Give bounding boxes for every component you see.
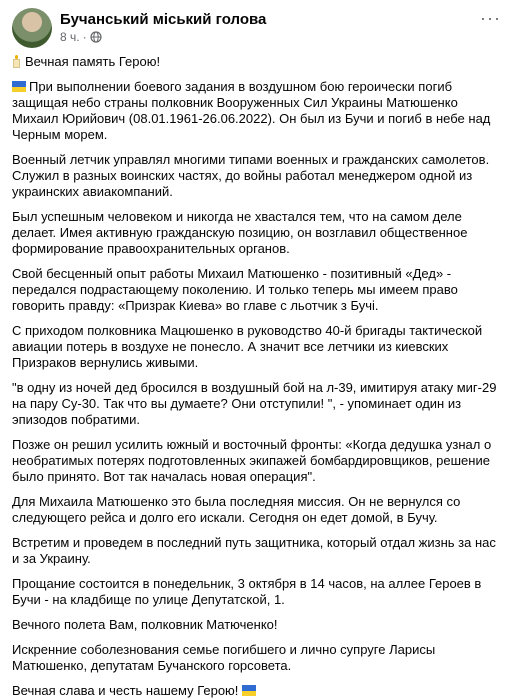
post-meta [60,10,266,45]
post-body [12,54,501,699]
globe-icon[interactable] [90,31,102,43]
more-options-icon[interactable]: ··· [480,8,501,28]
paragraph: Военный летчик управлял многими типами военных и гражданских самолетов. Служил в разных воинских частях, до войны работал менеджером одной из украинских авиакомпаний. [12,152,490,199]
paragraph: Искренние соболезнования семье погибшего и лично супруге Ларисы Матюшенко, депутатам Бучанского горсовета. [12,642,436,673]
author-avatar[interactable] [12,8,52,48]
candle-icon [12,55,21,68]
paragraph: Вечная слава и честь нашему Герою! [12,683,501,699]
post-header [12,8,501,48]
author-name[interactable]: Бучанський міський голова [60,11,267,28]
ukraine-flag-icon [242,685,256,696]
paragraph: При выполнении боевого задания в воздушном бою героически погиб защищая небо страны полковник Вооруженных Сил Украины Матюшенко Михаил Юрийович (08.01.1961-26.06.2022). Он был из Бучи и погиб в небе над Черным морем. [12,79,491,142]
paragraph: Прощание состоится в понедельник, 3 октября в 14 часов, на аллее Героев в Бучи - на кладбище по улице Депутатской, 1. [12,576,482,607]
paragraph: Вечного полета Вам, полковник Матюченко! [12,617,278,632]
paragraph: Для Михаила Матюшенко это была последняя миссия. Он не вернулся со следующего рейса и долго его искали. Сегодня он едет домой, в Бучу. [12,494,461,525]
paragraph: Свой бесценный опыт работы Михаил Матюшенко - позитивный «Дед» - передался подрастающему поколению. И только теперь мы имеем право говорить правду: «Призрак Киева» во главе с льотчик з Бучі. [12,266,458,313]
post-time[interactable]: 8 ч. [60,30,80,44]
paragraph: "в одну из ночей дед бросился в воздушный бой на л-39, имитируя атаку миг-29 на пару Су-30. Так что вы думаете? Они отступили! ", - упоминает один из эпизодов побратими. [12,380,497,427]
post-subline: 8 ч. · [60,29,266,45]
paragraph: С приходом полковника Мацюшенко в руководство 40-й бригады тактической авиации потерь в воздухе не понесло. А значит все летчики из киевских Призраков вернулись живыми. [12,323,483,370]
paragraph: Вечная память Герою! [12,54,501,70]
paragraph: Был успешным человеком и никогда не хвастался тем, что на самом деле делает. Имея активную гражданскую позицию, он возглавил общественное формирование правоохранительных органов. [12,209,468,256]
paragraph: Встретим и проведем в последний путь защитника, который отдал жизнь за нас и за Украину. [12,535,496,566]
paragraph: Позже он решил усилить южный и восточный фронты: «Когда дедушка узнал о необратимых потерях подготовленных экипажей бомбардировщиков, решение было принято. Вот так началась новая операция". [12,437,492,484]
ukraine-flag-icon [12,81,26,92]
